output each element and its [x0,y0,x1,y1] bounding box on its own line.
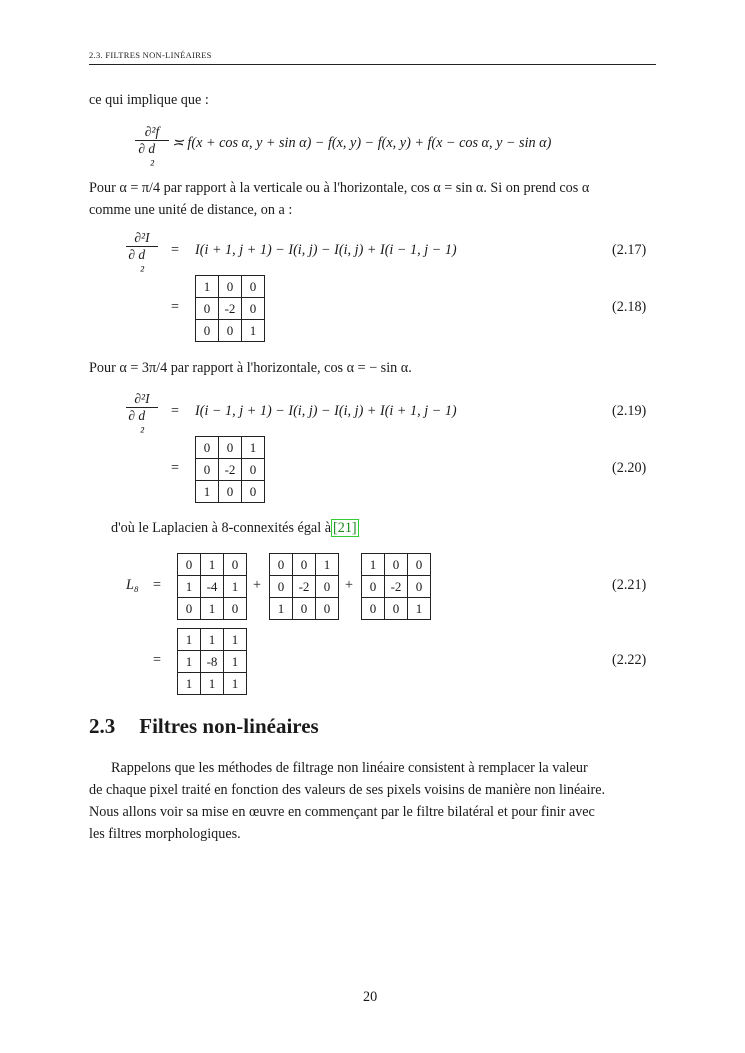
eq-number-2-19: (2.19) [612,403,647,419]
matrix-cell: 0 [224,598,247,620]
matrix-cell: 1 [201,554,224,576]
eq17-lhs [126,230,158,279]
matrix-row [270,576,339,598]
matrix-cell: 1 [242,437,265,459]
matrix-row [196,481,265,503]
matrix-cell: 0 [196,459,219,481]
eq-number-2-18: (2.18) [612,299,647,315]
matrix-cell: 1 [242,320,265,342]
matrix-row [270,598,339,620]
matrix-cell: 0 [270,554,293,576]
section-heading [89,714,319,739]
matrix-cell: 0 [178,598,201,620]
matrix-cell: 0 [293,598,316,620]
matrix-cell: 0 [242,459,265,481]
matrix-cell: 0 [362,576,385,598]
matrix-cell: 0 [362,598,385,620]
eq21-plus-2: + [345,577,354,593]
matrix-cell: 0 [242,481,265,503]
matrix-cell: 1 [408,598,431,620]
paragraph-intro-line1: Rappelons que les méthodes de filtrage non linéaire consistent à remplacer la valeur [111,760,588,776]
matrix-cell: 1 [270,598,293,620]
matrix-cell: 0 [293,554,316,576]
eq20-equals: = [171,460,180,476]
matrix-row [196,276,265,298]
matrix-cell: 0 [196,298,219,320]
eq-number-2-22: (2.22) [612,652,647,668]
matrix-cell: 0 [219,481,242,503]
eq21-equals: = [153,577,162,593]
matrix-row [196,298,265,320]
paragraph-intro-line2: de chaque pixel traité en fonction des valeurs de ses pixels voisins de manière non linéaire. [89,782,606,798]
matrix-cell: 1 [178,576,201,598]
matrix-row [362,598,431,620]
eq-number-2-21: (2.21) [612,577,647,593]
matrix-row [362,576,431,598]
section-number: 2.3 [89,714,116,738]
matrix-cell: 1 [201,598,224,620]
matrix-cell: 1 [224,576,247,598]
eq0-lhs-numerator: ∂²f [144,124,160,139]
matrix-row [196,437,265,459]
matrix-cell: 0 [196,437,219,459]
matrix-cell: 0 [178,554,201,576]
matrix-cell: 0 [270,576,293,598]
paragraph-intro-line4: les filtres morphologiques. [89,826,241,842]
matrix-cell: 0 [219,437,242,459]
matrix-row [178,598,247,620]
matrix-cell: 0 [385,554,408,576]
matrix-cell: 1 [224,629,247,651]
eq0-rhs: ≍ f(x + cos α, y + sin α) − f(x, y) − f(x, y) + f(x − cos α, y − sin α) [172,135,552,151]
matrix-cell: 0 [219,320,242,342]
eq17-lhs-numerator: ∂²I [134,230,150,245]
eq18-equals: = [171,299,180,315]
paragraph-alpha-pi4-line1: Pour α = π/4 par rapport à la verticale ou à l'horizontale, cos α = sin α. Si on prend cos α [89,180,590,196]
paragraph-intro-line3: Nous allons voir sa mise en œuvre en commençant par le filtre bilatéral et pour finir avec [89,804,595,820]
section-title: Filtres non-linéaires [139,714,319,738]
matrix-cell: 1 [362,554,385,576]
matrix-row [178,629,247,651]
eq19-equals: = [171,403,180,419]
eq17-lhs-denominator: ∂ d⃗ ² [128,247,156,278]
matrix-cell: 0 [316,598,339,620]
laplacian-text: d'où le Laplacien à 8-connexités égal à [111,520,331,536]
matrix-cell: 1 [224,673,247,695]
matrix-row [196,320,265,342]
matrix-cell: 1 [196,276,219,298]
matrix-cell: 1 [178,629,201,651]
eq21-plus-1: + [253,577,262,593]
eq-number-2-20: (2.20) [612,460,647,476]
matrix-row [178,651,247,673]
matrix-cell: 0 [316,576,339,598]
matrix-cell: 1 [178,651,201,673]
eq-number-2-17: (2.17) [612,242,647,258]
eq19-lhs-numerator: ∂²I [134,391,150,406]
matrix-cell: 1 [196,481,219,503]
running-head: 2.3. FILTRES NON-LINÉAIRES [89,50,212,60]
matrix-cell: -2 [293,576,316,598]
matrix-2-22 [177,628,247,695]
matrix-2-20 [195,436,265,503]
eq0-lhs [135,124,169,173]
eq19-lhs [126,391,158,440]
eq17-rhs: I(i + 1, j + 1) − I(i, j) − I(i, j) + I(i − 1, j − 1) [195,242,457,258]
matrix-row [196,459,265,481]
paragraph-implies: ce qui implique que : [89,92,209,108]
matrix-2-21-a [177,553,247,620]
matrix-cell: -4 [201,576,224,598]
eq0-lhs-denominator: ∂ d⃗ ² [138,141,166,172]
matrix-cell: 1 [316,554,339,576]
matrix-row [270,554,339,576]
matrix-cell: 1 [224,651,247,673]
matrix-cell: 0 [408,576,431,598]
matrix-cell: 0 [385,598,408,620]
matrix-cell: 1 [178,673,201,695]
matrix-cell: 0 [196,320,219,342]
matrix-2-21-c [361,553,431,620]
matrix-cell: 0 [219,276,242,298]
paragraph-alpha-pi4-line2: comme une unité de distance, on a : [89,202,293,218]
matrix-cell: -8 [201,651,224,673]
citation-link[interactable]: [21] [333,520,357,536]
matrix-cell: 0 [242,276,265,298]
matrix-cell: 0 [242,298,265,320]
matrix-cell: -2 [219,298,242,320]
matrix-2-21-b [269,553,339,620]
matrix-cell: -2 [219,459,242,481]
matrix-row [178,554,247,576]
eq19-rhs: I(i − 1, j + 1) − I(i, j) − I(i, j) + I(i + 1, j − 1) [195,403,457,419]
eq19-lhs-denominator: ∂ d⃗ ² [128,408,156,439]
paragraph-laplacian [111,517,359,539]
header-rule [89,64,656,65]
paragraph-alpha-3pi4: Pour α = 3π/4 par rapport à l'horizontale, cos α = − sin α. [89,360,412,376]
page-number: 20 [363,989,378,1005]
matrix-cell: 0 [408,554,431,576]
matrix-cell: 1 [201,629,224,651]
matrix-row [178,673,247,695]
L8-symbol: L₈ [126,577,139,593]
matrix-cell: 1 [201,673,224,695]
matrix-row [362,554,431,576]
matrix-cell: 0 [224,554,247,576]
eq22-equals: = [153,652,162,668]
eq17-equals: = [171,242,180,258]
matrix-2-18 [195,275,265,342]
matrix-row [178,576,247,598]
matrix-cell: -2 [385,576,408,598]
